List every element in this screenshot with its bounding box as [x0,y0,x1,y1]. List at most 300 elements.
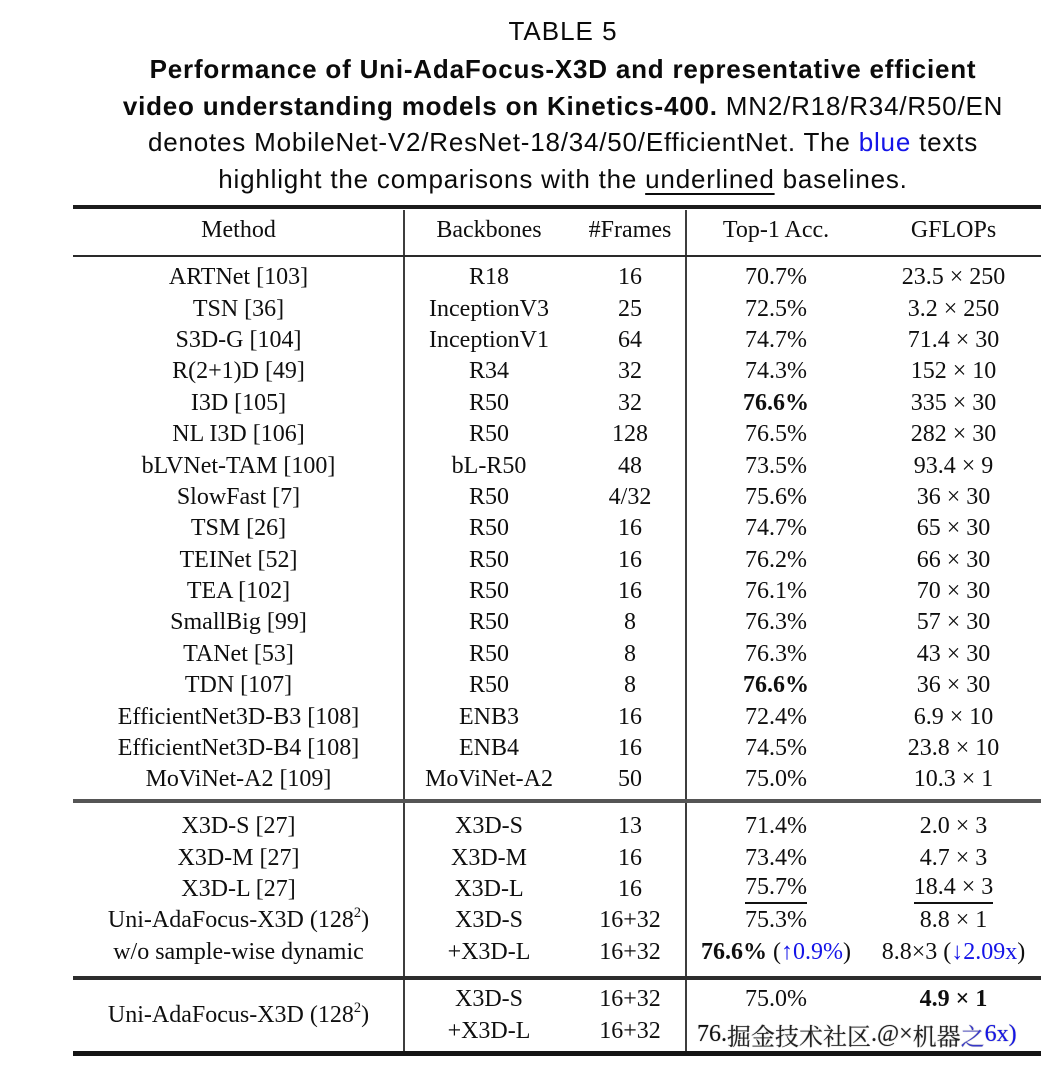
table-row [73,811,1041,842]
text-segment: NL I3D [106] [172,421,305,448]
table-line [574,701,686,732]
rule-group-separator-2 [73,976,1041,980]
table-line [866,419,1041,450]
table-row [73,262,1041,293]
cell-backbones [404,576,574,607]
cell-top1-acc [686,450,866,481]
cell-top1-acc [686,733,866,764]
cell-top1-acc [686,874,866,905]
text-segment: 74.7% [745,515,807,542]
table-line [73,764,404,795]
text-segment: MoViNet-A2 [109] [145,766,332,793]
text-segment: ) [843,938,851,965]
table-line [686,670,866,701]
table-line [686,450,866,481]
table-row [73,874,1041,905]
table-line [404,733,574,764]
text-segment: 57 × 30 [916,609,991,636]
text-segment: ) [361,907,370,934]
cell-top1-acc [686,356,866,387]
cell-method [73,670,404,701]
text-segment: ENB3 [459,703,519,730]
cell-method [73,733,404,764]
text-segment: 76.6% [743,389,809,416]
caption-text-3b: texts [911,127,979,157]
cell-gflops [866,388,1041,419]
text-segment: TDN [107] [184,672,293,699]
cell-method [73,293,404,324]
cell-top1-acc [686,670,866,701]
caption-underlined-word: underlined [645,163,775,194]
text-segment: 25 [618,295,642,322]
text-segment: 10.3 × 1 [913,766,994,793]
cell-top1-acc [686,482,866,513]
table-line [866,984,1041,1015]
table-line [73,607,404,638]
text-segment: 65 × 30 [916,515,991,542]
text-segment: InceptionV3 [429,295,549,322]
cell-frames [574,811,686,842]
text-segment: 74.3% [745,358,807,385]
text-segment: R50 [468,640,509,667]
cell-gflops [866,842,1041,873]
table-line [73,325,404,356]
text-segment: TEA [102] [186,578,291,605]
cell-frames [574,576,686,607]
cell-method [73,388,404,419]
text-segment: 6x) [984,1020,1017,1047]
table-line [404,513,574,544]
cell-frames [574,545,686,576]
text-segment: ( [767,938,781,965]
text-segment: 73.5% [745,452,807,479]
table-line [686,842,866,873]
cell-frames [574,513,686,544]
table-line [686,937,866,968]
text-segment: 16 [618,735,642,762]
table-line [73,482,404,513]
text-segment: 335 × 30 [910,389,997,416]
cell-frames [574,764,686,795]
cell-frames [574,733,686,764]
text-segment: ↓2.09x [951,938,1018,965]
text-segment: w/o sample-wise dynamic [113,938,364,965]
table-line [866,545,1041,576]
table-row [73,607,1041,638]
table-header-row [73,207,1041,253]
table-line [404,701,574,732]
text-segment: TSN [36] [192,295,285,322]
table-line [866,607,1041,638]
cell-frames [574,701,686,732]
text-segment: bLVNet-TAM [100] [141,452,336,479]
cell-top1-acc [686,388,866,419]
caption-text-4b: baselines. [774,163,908,194]
cell-frames [574,482,686,513]
cell-method [73,262,404,293]
table-line [866,905,1041,936]
cell-backbones [404,639,574,670]
text-segment: 4/32 [608,483,652,510]
text-segment: .@× [871,1020,913,1047]
table-line [574,262,686,293]
table-line [574,639,686,670]
text-segment: 76.1% [745,578,807,605]
cell-frames [574,874,686,905]
text-segment: 16 [618,703,642,730]
cell-frames [574,607,686,638]
cell-backbones [404,293,574,324]
cell-gflops [866,905,1041,968]
cell-method [73,764,404,795]
caption-text-3a: denotes MobileNet-V2/ResNet-18/34/50/EfficientNet. The [147,127,859,157]
text-segment: 282 × 30 [910,421,997,448]
table-line [866,450,1041,481]
text-segment: 72.4% [745,703,807,730]
cell-gflops [866,733,1041,764]
text-segment: 18.4 × 3 [914,874,994,904]
cell-gflops [866,482,1041,513]
table-row [73,450,1041,481]
text-segment: 71.4 × 30 [907,326,1000,353]
text-segment: 50 [618,766,642,793]
cell-gflops [866,811,1041,842]
table-line [404,764,574,795]
text-segment: 之 [960,1024,985,1051]
table-line [73,701,404,732]
table-group-x3d [73,811,1041,968]
text-segment: X3D-M [451,844,527,871]
text-segment: EfficientNet3D-B3 [108] [117,703,360,730]
table-line [574,670,686,701]
text-segment: 16 [618,515,642,542]
cell-frames [574,670,686,701]
text-segment: R18 [468,264,509,291]
table-line [574,764,686,795]
table-line [866,482,1041,513]
table-row [73,733,1041,764]
cell-frames [574,388,686,419]
col-header-gflops: GFLOPs [910,216,997,243]
cell-backbones [404,984,574,1047]
rule-below-header [73,255,1041,257]
table-line [404,545,574,576]
table-line [73,450,404,481]
table-line [73,513,404,544]
cell-gflops [866,262,1041,293]
table-line [866,764,1041,795]
text-segment: R(2+1)D [49] [172,358,305,385]
text-segment: X3D-L [27] [181,875,296,902]
table-line [574,733,686,764]
text-segment: 8 [624,609,636,636]
text-segment: 71.4% [745,813,807,840]
table-line [574,1015,686,1046]
text-segment: 48 [618,452,642,479]
table-line [404,937,574,968]
table-caption [0,14,1050,197]
table-line [866,733,1041,764]
cell-gflops [866,639,1041,670]
text-segment: 6.9 × 10 [913,703,994,730]
text-segment: 128 [612,421,648,448]
cell-backbones [404,670,574,701]
caption-text-4a: highlight the comparisons with the [218,163,646,194]
text-segment: X3D-S [454,907,523,934]
table-line [574,607,686,638]
cell-gflops [866,607,1041,638]
table-line [574,576,686,607]
table-line [404,388,574,419]
table-line [404,670,574,701]
text-segment: 23.5 × 250 [901,264,1006,291]
cell-method [73,701,404,732]
cell-top1-acc [686,905,866,968]
table-line [404,1015,574,1046]
text-segment: X3D-S [454,986,523,1013]
cell-top1-acc [686,545,866,576]
table-line [686,545,866,576]
cell-top1-acc [686,842,866,873]
text-segment: 76.5% [745,421,807,448]
cell-frames [574,905,686,968]
cell-backbones [404,356,574,387]
text-segment: 16+32 [599,907,661,934]
text-segment: 13 [618,813,642,840]
text-segment: 23.8 × 10 [907,735,1000,762]
cell-backbones [404,419,574,450]
cell-method [73,356,404,387]
text-segment: 8.8×3 ( [881,938,952,965]
table-line [686,905,866,936]
text-segment: Uni-AdaFocus-X3D (128 [107,907,354,934]
text-segment: R50 [468,546,509,573]
cell-method [73,325,404,356]
table-row [73,513,1041,544]
cell-backbones [404,482,574,513]
table-line [574,356,686,387]
text-segment: 70 × 30 [916,578,991,605]
table-line [686,482,866,513]
cell-backbones [404,607,574,638]
cell-backbones [404,874,574,905]
watermark-overlay [697,1018,1017,1050]
table-line [404,293,574,324]
cell-frames [574,419,686,450]
text-segment: 73.4% [745,844,807,871]
cell-method [73,874,404,905]
cell-frames [574,639,686,670]
cell-gflops [866,419,1041,450]
cell-top1-acc [686,639,866,670]
text-segment: ↑0.9% [781,938,843,965]
text-segment: 16+32 [599,986,661,1013]
table-line [866,576,1041,607]
rule-group-separator-1 [73,799,1041,803]
table-line [73,293,404,324]
cell-top1-acc [686,293,866,324]
caption-line-1 [0,51,1050,88]
table-line [404,325,574,356]
table-line [866,874,1041,905]
table-line [404,356,574,387]
cell-backbones [404,764,574,795]
text-segment: 16+32 [599,1017,661,1044]
text-segment: 76.6% [743,672,809,699]
table-line [404,639,574,670]
text-segment: 75.0% [745,986,807,1013]
table-line [73,576,404,607]
cell-method [73,984,404,1047]
results-table [73,205,1041,1057]
text-segment: 75.3% [745,907,807,934]
cell-backbones [404,842,574,873]
cell-method [73,450,404,481]
cell-frames [574,984,686,1047]
table-row [73,576,1041,607]
table-line [404,576,574,607]
text-segment: TEINet [52] [179,546,298,573]
table-line [574,984,686,1015]
text-segment: 76.6% [701,938,767,965]
table-line [404,874,574,905]
text-segment: 32 [618,358,642,385]
table-line [73,937,404,968]
caption-text-2: MN2/R18/R34/R50/EN [717,90,1004,121]
text-segment: ARTNet [103] [168,264,309,291]
cell-top1-acc [686,701,866,732]
text-segment: Uni-AdaFocus-X3D (128 [107,1001,354,1028]
text-segment: 8 [624,672,636,699]
cell-frames [574,325,686,356]
table-line [574,545,686,576]
cell-method [73,419,404,450]
table-line [574,874,686,905]
cell-top1-acc [686,325,866,356]
text-segment: SmallBig [99] [170,609,307,636]
table-row [73,419,1041,450]
table-line [404,262,574,293]
table-line [574,937,686,968]
cell-gflops [866,576,1041,607]
text-segment: 75.6% [745,483,807,510]
table-line [574,450,686,481]
table-line [73,811,404,842]
table-line [686,388,866,419]
text-segment: 72.5% [745,295,807,322]
cell-top1-acc [686,576,866,607]
table-line [866,262,1041,293]
cell-method [73,513,404,544]
text-segment: MoViNet-A2 [425,766,553,793]
table-line [866,811,1041,842]
table-line [686,325,866,356]
table-line [574,325,686,356]
table-line [73,545,404,576]
col-header-backbones: Backbones [436,216,542,243]
text-segment: EfficientNet3D-B4 [108] [117,735,360,762]
cell-gflops [866,701,1041,732]
cell-method [73,842,404,873]
text-segment: ENB4 [459,735,519,762]
text-segment: X3D-S [454,813,523,840]
cell-method [73,811,404,842]
text-segment: 4.7 × 3 [919,844,988,871]
cell-gflops [866,513,1041,544]
table-line [686,513,866,544]
text-segment: S3D-G [104] [175,326,302,353]
col-header-frames: #Frames [588,216,672,243]
caption-bold-2: video understanding models on Kinetics-400. [122,90,718,121]
table-row [73,482,1041,513]
table-row [73,905,1041,968]
table-line [866,937,1041,968]
caption-line-3 [0,124,1050,161]
table-row [73,639,1041,670]
table-line [73,874,404,905]
cell-frames [574,450,686,481]
text-segment: R50 [468,609,509,636]
cell-frames [574,262,686,293]
text-segment: 74.5% [745,735,807,762]
table-row [73,545,1041,576]
table-line [686,984,866,1015]
table-line [866,670,1041,701]
cell-backbones [404,450,574,481]
text-segment: 76.3% [745,640,807,667]
text-segment: R34 [468,358,509,385]
cell-method [73,545,404,576]
table-line [866,842,1041,873]
cell-top1-acc [686,811,866,842]
col-header-method: Method [201,216,276,243]
table-row [73,842,1041,873]
caption-blue-word: blue [858,127,912,157]
text-segment: 76. [697,1020,727,1047]
table-line [73,905,404,936]
cell-gflops [866,764,1041,795]
cell-method [73,576,404,607]
table-line [574,811,686,842]
table-line [686,576,866,607]
text-segment: 66 × 30 [916,546,991,573]
text-segment: 2 [353,905,362,922]
table-line [574,419,686,450]
table-line [73,388,404,419]
text-segment: 36 × 30 [916,672,991,699]
table-row [73,293,1041,324]
table-number: TABLE 5 [508,16,618,46]
text-segment: X3D-M [27] [177,844,300,871]
text-segment: SlowFast [7] [176,483,301,510]
text-segment: 16 [618,844,642,871]
table-line [73,639,404,670]
text-segment: 16+32 [599,938,661,965]
table-line [404,811,574,842]
text-segment: 16 [618,875,642,902]
table-row [73,764,1041,795]
table-line [686,733,866,764]
table-line [866,639,1041,670]
text-segment: TANet [53] [183,640,294,667]
table-row [73,356,1041,387]
table-line [686,356,866,387]
table-line [73,670,404,701]
table-line [686,701,866,732]
cell-backbones [404,388,574,419]
text-segment: bL-R50 [451,452,527,479]
cell-gflops [866,874,1041,905]
